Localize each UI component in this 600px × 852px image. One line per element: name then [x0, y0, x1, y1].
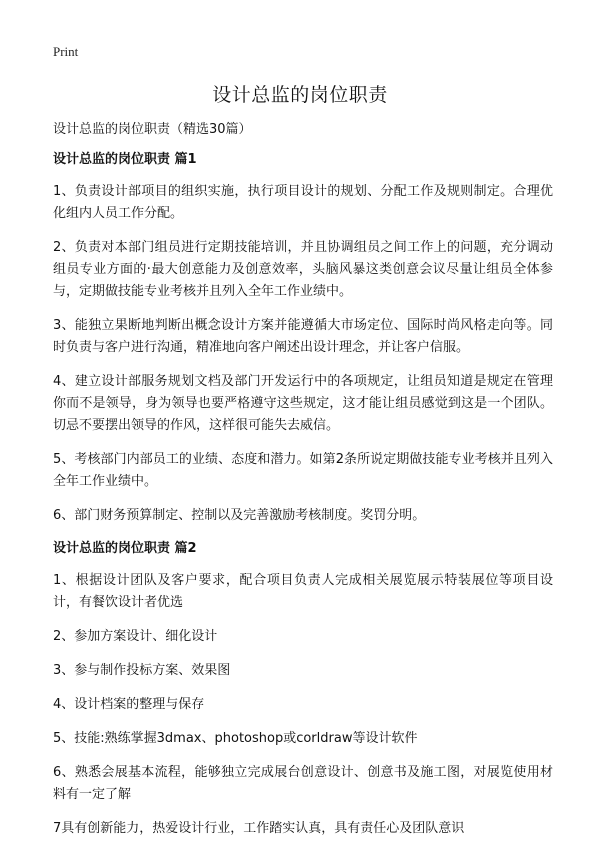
- paragraph: 7具有创新能力，热爱设计行业，工作踏实认真，具有责任心及团队意识: [53, 821, 465, 836]
- paragraph: 6、部门财务预算制定、控制以及完善激励考核制度。奖罚分明。: [53, 508, 426, 523]
- paragraph: 3、能独立果断地判断出概念设计方案并能遵循大市场定位、国际时尚风格走向等。同时负责与客户进行沟通，精准地向客户阐述出设计理念，并让客户信服。: [53, 318, 553, 355]
- section-heading: 设计总监的岗位职责 篇1: [53, 152, 197, 167]
- paragraph: 3、参与制作投标方案、效果图: [53, 663, 231, 678]
- paragraph: 6、熟悉会展基本流程，能够独立完成展台创意设计、创意书及施工图，对展览使用材料有一定了解: [53, 765, 553, 802]
- section-2: [53, 539, 553, 840]
- document-subtitle: 设计总监的岗位职责（精选30篇）: [53, 122, 252, 137]
- section-heading: 设计总监的岗位职责 篇2: [53, 541, 197, 556]
- paragraph: 1、根据设计团队及客户要求，配合项目负责人完成相关展览展示特装展位等项目设计，有餐饮设计者优选: [53, 573, 553, 610]
- paragraph: 2、负责对本部门组员进行定期技能培训，并且协调组员之间工作上的问题，充分调动组员专业方面的·最大创意能力及创意效率，头脑风暴这类创意会议尽量让组员全体参与，定期做技能专业考核并且列入全年工作业绩中。: [53, 240, 553, 299]
- paragraph: 4、建立设计部服务规划文档及部门开发运行中的各项规定，让组员知道是规定在管理你而不是领导，身为领导也要严格遵守这些规定，这才能让组员感觉到这是一个团队。切忌不要摆出领导的作风，这样很可能失去威信。: [53, 374, 553, 433]
- paragraph: 2、参加方案设计、细化设计: [53, 629, 218, 644]
- paragraph: 1、负责设计部项目的组织实施，执行项目设计的规划、分配工作及规则制定。合理优化组内人员工作分配。: [53, 184, 553, 221]
- page-title: 设计总监的岗位职责: [212, 84, 388, 106]
- paragraph: 5、考核部门内部员工的业绩、态度和潜力。如第2条所说定期做技能专业考核并且列入全年工作业绩中。: [53, 452, 553, 489]
- document-body: [53, 120, 553, 852]
- print-link[interactable]: Print: [53, 44, 79, 59]
- paragraph: 4、设计档案的整理与保存: [53, 697, 205, 712]
- section-1: [53, 150, 553, 527]
- paragraph: 5、技能:熟练掌握3dmax、photoshop或corldraw等设计软件: [53, 731, 418, 746]
